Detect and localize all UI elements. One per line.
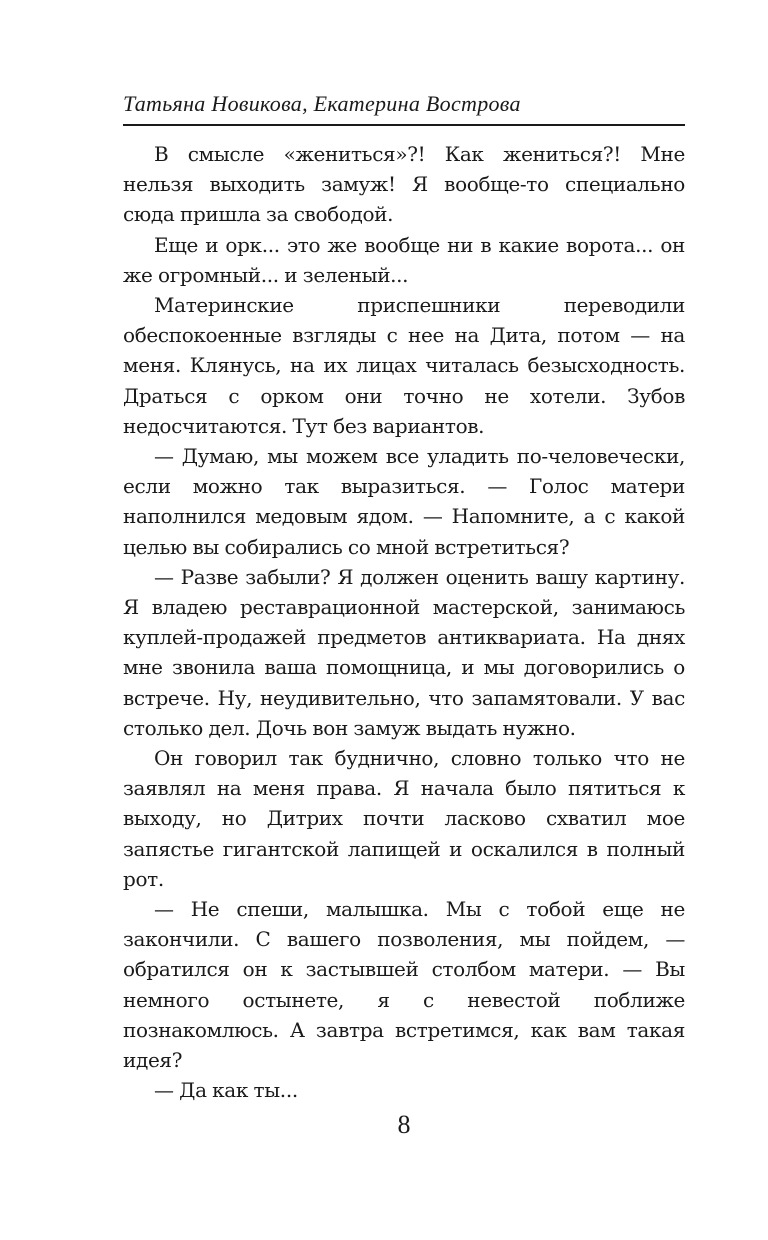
paragraph: Он говорил так буднично, словно только что не заявлял на меня права. Я начала было пятиться к выходу, но Дитрих почти ласково схватил мое запястье гигантской лапищей и оскалился в полный рот. bbox=[123, 746, 685, 891]
body-text bbox=[123, 139, 685, 1106]
paragraph: Материнские приспешники переводили обеспокоенные взгляды с нее на Дита, потом — на меня. Клянусь, на их лицах читалась безысходность. Драться с орком они точно не хотели. Зубов недосчитаются. Тут без вариантов. bbox=[123, 293, 685, 438]
paragraph: Еще и орк... это же вообще ни в какие ворота... он же огромный... и зеленый... bbox=[123, 232, 685, 287]
running-header: Татьяна Новикова, Екатерина Вострова bbox=[123, 91, 521, 116]
page-number: 8 bbox=[397, 1110, 411, 1139]
paragraph: В смысле «жениться»?! Как жениться?! Мне нельзя выходить замуж! Я вообще-то специально сюда пришла за свободой. bbox=[123, 142, 685, 227]
paragraph: — Не спеши, малышка. Мы с тобой еще не закончили. С вашего позволения, мы пойдем, — обратился он к застывшей столбом матери. — Вы немного остынете, я с невестой поближе познакомлюсь. А завтра встретимся, как вам такая идея? bbox=[123, 897, 685, 1073]
paragraph: — Да как ты... bbox=[154, 1078, 298, 1103]
paragraph: — Разве забыли? Я должен оценить вашу картину. Я владею реставрационной мастерской, занимаюсь куплей-продажей предметов антиквариата. На днях мне звонила ваша помощница, и мы договорились о встрече. Ну, неудивительно, что запамятовали. У вас столько дел. Дочь вон замуж выдать нужно. bbox=[123, 564, 685, 740]
paragraph: — Думаю, мы можем все уладить по-человечески, если можно так выразиться. — Голос матери наполнился медовым ядом. — Напомните, а с какой целью вы собирались со мной встретиться? bbox=[123, 444, 685, 559]
header-divider bbox=[123, 124, 685, 126]
